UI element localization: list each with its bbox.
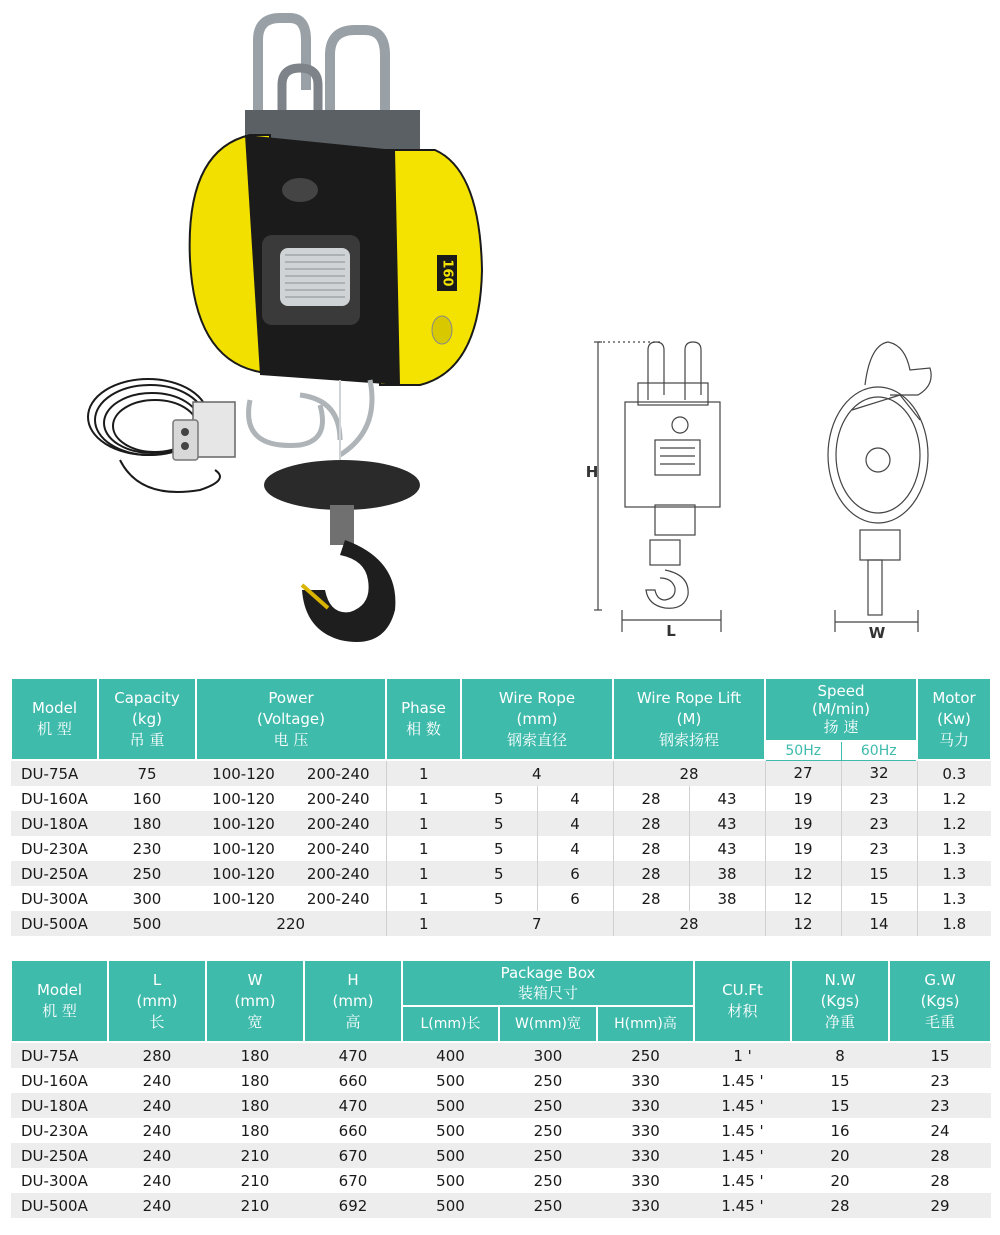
power-cell: 200-240	[291, 861, 386, 886]
speed-60hz-cell: 15	[841, 886, 917, 911]
model-cell: DU-160A	[11, 786, 98, 811]
power-cell: 220	[196, 911, 386, 936]
header-row-1	[11, 678, 991, 741]
wire-rope-cell: 6	[537, 861, 613, 886]
power-cell: 200-240	[291, 886, 386, 911]
wire-rope-lift-cell: 28	[613, 836, 689, 861]
model-cell: DU-230A	[11, 1118, 108, 1143]
net-weight-cell: 16	[791, 1118, 889, 1143]
dimensions-table	[10, 959, 992, 1218]
dims-row	[11, 1042, 991, 1068]
cuft-cell: 1.45 '	[694, 1193, 791, 1218]
gross-weight-cell: 28	[889, 1168, 991, 1193]
phase-cell: 1	[386, 836, 461, 861]
motor-cell: 1.3	[917, 836, 991, 861]
height-cell: 660	[304, 1118, 402, 1143]
capacity-cell: 250	[98, 861, 196, 886]
specifications-table	[10, 677, 992, 936]
width-cell: 180	[206, 1042, 304, 1068]
wire-rope-lift-cell: 38	[689, 861, 765, 886]
model-cell: DU-230A	[11, 836, 98, 861]
front-view-drawing	[594, 342, 721, 632]
package-length-cell: 500	[402, 1168, 499, 1193]
dims-header-h: H (mm) 高	[304, 960, 402, 1042]
dims-header-nw: N.W (Kgs) 净重	[791, 960, 889, 1042]
wire-rope-cell: 5	[461, 786, 537, 811]
wire-rope-cell: 4	[537, 836, 613, 861]
spec-row	[11, 911, 991, 936]
capacity-cell: 230	[98, 836, 196, 861]
phase-cell: 1	[386, 861, 461, 886]
wire-rope-lift-cell: 43	[689, 836, 765, 861]
phase-cell: 1	[386, 911, 461, 936]
package-width-cell: 250	[499, 1193, 597, 1218]
speed-50hz-cell: 12	[765, 886, 841, 911]
gross-weight-cell: 23	[889, 1093, 991, 1118]
package-height-cell: 330	[597, 1193, 694, 1218]
wire-rope-lift-cell: 38	[689, 886, 765, 911]
cuft-cell: 1.45 '	[694, 1068, 791, 1093]
gross-weight-cell: 28	[889, 1143, 991, 1168]
phase-cell: 1	[386, 811, 461, 836]
motor-cell: 0.3	[917, 760, 991, 786]
net-weight-cell: 8	[791, 1042, 889, 1068]
wire-rope-lift-cell: 43	[689, 786, 765, 811]
width-cell: 180	[206, 1068, 304, 1093]
package-length-cell: 500	[402, 1193, 499, 1218]
phase-cell: 1	[386, 886, 461, 911]
model-cell: DU-160A	[11, 1068, 108, 1093]
dims-row	[11, 1193, 991, 1218]
wire-rope-lift-cell: 28	[613, 861, 689, 886]
model-cell: DU-75A	[11, 1042, 108, 1068]
wire-rope-lift-cell: 28	[613, 760, 765, 786]
model-cell: DU-180A	[11, 1093, 108, 1118]
gross-weight-cell: 24	[889, 1118, 991, 1143]
dim-l-label: L	[666, 622, 676, 640]
package-length-cell: 400	[402, 1042, 499, 1068]
cuft-cell: 1.45 '	[694, 1093, 791, 1118]
phase-cell: 1	[386, 786, 461, 811]
package-length-cell: 500	[402, 1093, 499, 1118]
package-height-cell: 330	[597, 1143, 694, 1168]
speed-60hz-cell: 15	[841, 861, 917, 886]
dims-row	[11, 1143, 991, 1168]
speed-60hz-cell: 23	[841, 786, 917, 811]
header-power: Power (Voltage) 电 压	[196, 678, 386, 760]
header-wire-rope-lift: Wire Rope Lift (M) 钢索扬程	[613, 678, 765, 760]
speed-50hz-cell: 27	[765, 760, 841, 786]
length-cell: 240	[108, 1143, 206, 1168]
wire-rope-lift-cell: 28	[613, 911, 765, 936]
length-cell: 240	[108, 1193, 206, 1218]
dims-header-w: W (mm) 宽	[206, 960, 304, 1042]
dims-row	[11, 1168, 991, 1193]
wire-rope-lift-cell: 43	[689, 811, 765, 836]
spec-row	[11, 760, 991, 786]
motor-cell: 1.8	[917, 911, 991, 936]
speed-50hz-cell: 19	[765, 786, 841, 811]
header-model: Model 机 型	[11, 678, 98, 760]
net-weight-cell: 15	[791, 1093, 889, 1118]
gross-weight-cell: 15	[889, 1042, 991, 1068]
dims-header-row-1	[11, 960, 991, 1006]
capacity-cell: 300	[98, 886, 196, 911]
dim-w-label: W	[868, 624, 886, 642]
wire-rope-lift-cell: 28	[613, 811, 689, 836]
capacity-cell: 500	[98, 911, 196, 936]
model-cell: DU-500A	[11, 1193, 108, 1218]
speed-50hz-cell: 19	[765, 836, 841, 861]
width-cell: 180	[206, 1093, 304, 1118]
gross-weight-cell: 29	[889, 1193, 991, 1218]
package-width-cell: 250	[499, 1068, 597, 1093]
cuft-cell: 1.45 '	[694, 1143, 791, 1168]
model-cell: DU-300A	[11, 886, 98, 911]
wire-rope-cell: 6	[537, 886, 613, 911]
speed-60hz-cell: 23	[841, 811, 917, 836]
net-weight-cell: 15	[791, 1068, 889, 1093]
wire-rope-cell: 5	[461, 836, 537, 861]
height-cell: 470	[304, 1042, 402, 1068]
dims-row	[11, 1093, 991, 1118]
phase-cell: 1	[386, 760, 461, 786]
package-height-cell: 330	[597, 1068, 694, 1093]
header-capacity: Capacity (kg) 吊 重	[98, 678, 196, 760]
cuft-cell: 1.45 '	[694, 1118, 791, 1143]
header-motor: Motor (Kw) 马力	[917, 678, 991, 760]
spec-row	[11, 786, 991, 811]
height-cell: 692	[304, 1193, 402, 1218]
dims-row	[11, 1118, 991, 1143]
length-cell: 240	[108, 1118, 206, 1143]
package-height-cell: 330	[597, 1093, 694, 1118]
dims-header-cuft: CU.Ft 材积	[694, 960, 791, 1042]
model-cell: DU-500A	[11, 911, 98, 936]
package-width-cell: 250	[499, 1168, 597, 1193]
package-width-cell: 300	[499, 1042, 597, 1068]
dims-header-pkg-h: H(mm)高	[597, 1006, 694, 1042]
power-cell: 100-120	[196, 786, 291, 811]
power-cell: 100-120	[196, 886, 291, 911]
package-length-cell: 500	[402, 1143, 499, 1168]
dims-header-gw: G.W (Kgs) 毛重	[889, 960, 991, 1042]
height-cell: 670	[304, 1143, 402, 1168]
power-cell: 100-120	[196, 760, 291, 786]
width-cell: 210	[206, 1143, 304, 1168]
gross-weight-cell: 23	[889, 1068, 991, 1093]
side-view-drawing	[828, 342, 931, 632]
motor-label: 160	[439, 259, 455, 287]
speed-60hz-cell: 14	[841, 911, 917, 936]
speed-50hz-cell: 12	[765, 861, 841, 886]
wire-rope-cell: 4	[461, 760, 613, 786]
wire-rope-cell: 5	[461, 886, 537, 911]
power-cell: 100-120	[196, 836, 291, 861]
header-wire-rope: Wire Rope (mm) 钢索直径	[461, 678, 613, 760]
net-weight-cell: 28	[791, 1193, 889, 1218]
wire-rope-cell: 5	[461, 861, 537, 886]
speed-60hz-cell: 32	[841, 760, 917, 786]
dims-header-package: Package Box 装箱尺寸	[402, 960, 694, 1006]
package-length-cell: 500	[402, 1118, 499, 1143]
dims-row	[11, 1068, 991, 1093]
power-cell: 100-120	[196, 861, 291, 886]
net-weight-cell: 20	[791, 1143, 889, 1168]
wire-rope-cell: 4	[537, 811, 613, 836]
model-cell: DU-180A	[11, 811, 98, 836]
package-height-cell: 330	[597, 1118, 694, 1143]
dims-header-l: L (mm) 长	[108, 960, 206, 1042]
model-cell: DU-300A	[11, 1168, 108, 1193]
capacity-cell: 180	[98, 811, 196, 836]
length-cell: 280	[108, 1042, 206, 1068]
dims-header-model: Model 机 型	[11, 960, 108, 1042]
capacity-cell: 160	[98, 786, 196, 811]
speed-50hz-cell: 12	[765, 911, 841, 936]
header-phase: Phase 相 数	[386, 678, 461, 760]
motor-cell: 1.3	[917, 861, 991, 886]
height-cell: 660	[304, 1068, 402, 1093]
motor-cell: 1.2	[917, 811, 991, 836]
hoist-photo	[88, 18, 482, 642]
power-cell: 100-120	[196, 811, 291, 836]
spec-row	[11, 886, 991, 911]
length-cell: 240	[108, 1068, 206, 1093]
package-width-cell: 250	[499, 1143, 597, 1168]
dim-h-label: H	[585, 463, 599, 481]
power-cell: 200-240	[291, 786, 386, 811]
wire-rope-cell: 4	[537, 786, 613, 811]
dims-header-pkg-w: W(mm)宽	[499, 1006, 597, 1042]
speed-50hz-cell: 19	[765, 811, 841, 836]
net-weight-cell: 20	[791, 1168, 889, 1193]
cuft-cell: 1 '	[694, 1042, 791, 1068]
width-cell: 180	[206, 1118, 304, 1143]
package-height-cell: 330	[597, 1168, 694, 1193]
spec-row	[11, 861, 991, 886]
package-width-cell: 250	[499, 1118, 597, 1143]
width-cell: 210	[206, 1193, 304, 1218]
dims-header-pkg-l: L(mm)长	[402, 1006, 499, 1042]
length-cell: 240	[108, 1093, 206, 1118]
header-speed-60hz: 60Hz	[841, 741, 917, 761]
package-height-cell: 250	[597, 1042, 694, 1068]
height-cell: 470	[304, 1093, 402, 1118]
spec-row	[11, 811, 991, 836]
spec-row	[11, 836, 991, 861]
power-cell: 200-240	[291, 811, 386, 836]
cuft-cell: 1.45 '	[694, 1168, 791, 1193]
model-cell: DU-75A	[11, 760, 98, 786]
width-cell: 210	[206, 1168, 304, 1193]
power-cell: 200-240	[291, 760, 386, 786]
wire-rope-lift-cell: 28	[613, 786, 689, 811]
model-cell: DU-250A	[11, 861, 98, 886]
wire-rope-lift-cell: 28	[613, 886, 689, 911]
wire-rope-cell: 7	[461, 911, 613, 936]
wire-rope-cell: 5	[461, 811, 537, 836]
header-speed: Speed (M/min) 扬 速	[765, 678, 917, 741]
motor-cell: 1.2	[917, 786, 991, 811]
header-speed-50hz: 50Hz	[765, 741, 841, 761]
package-width-cell: 250	[499, 1093, 597, 1118]
motor-cell: 1.3	[917, 886, 991, 911]
package-length-cell: 500	[402, 1068, 499, 1093]
length-cell: 240	[108, 1168, 206, 1193]
capacity-cell: 75	[98, 760, 196, 786]
power-cell: 200-240	[291, 836, 386, 861]
speed-60hz-cell: 23	[841, 836, 917, 861]
model-cell: DU-250A	[11, 1143, 108, 1168]
height-cell: 670	[304, 1168, 402, 1193]
